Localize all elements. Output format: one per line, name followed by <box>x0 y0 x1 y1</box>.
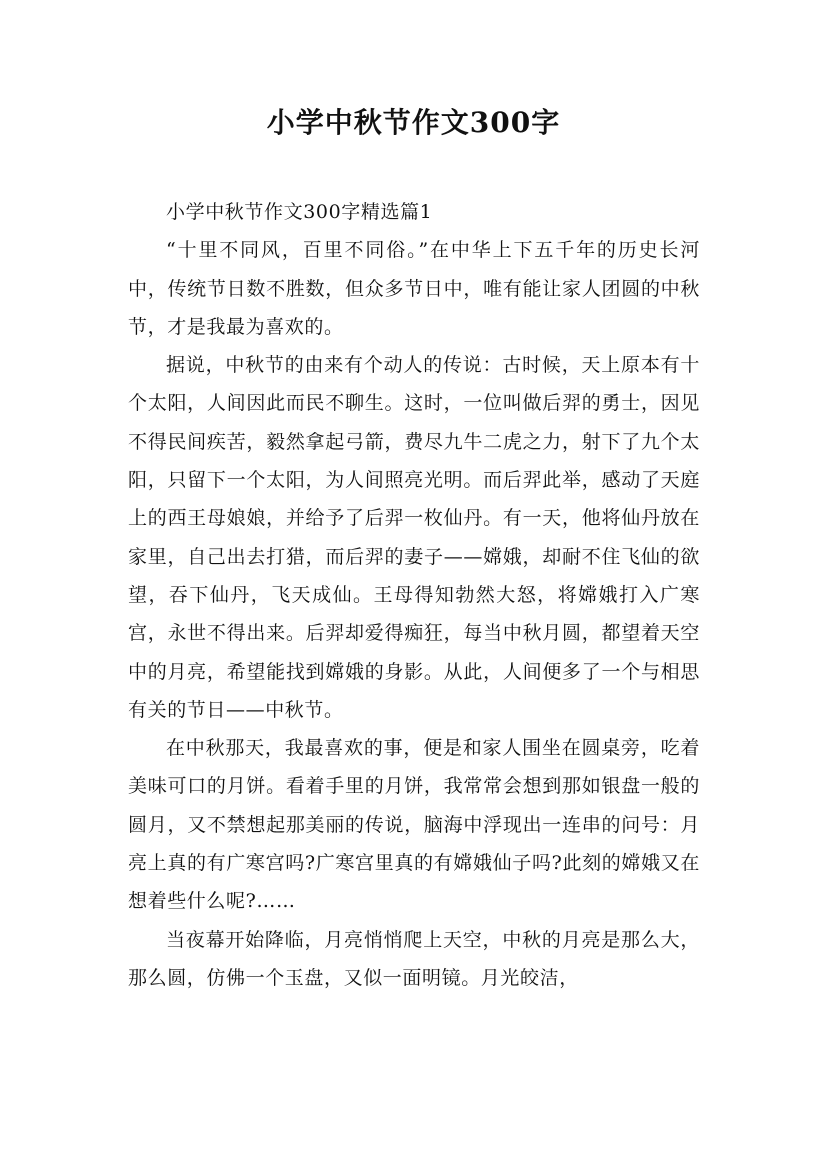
paragraph-3: 在中秋那天，我最喜欢的事，便是和家人围坐在圆桌旁，吃着美味可口的月饼。看着手里的月饼，我常常会想到那如银盘一般的圆月，又不禁想起那美丽的传说，脑海中浮现出一连串的问号：月亮上真的有广寒宫吗?广寒宫里真的有嫦娥仙子吗?此刻的嫦娥又在想着些什么呢?…… <box>128 737 700 913</box>
paragraph-2: 据说，中秋节的由来有个动人的传说：古时候，天上原本有十个太阳，人间因此而民不聊生。这时，一位叫做后羿的勇士，因见不得民间疾苦，毅然拿起弓箭，费尽九牛二虎之力，射下了九个太阳，只留下一个太阳，为人间照亮光明。而后羿此举，感动了天庭上的西王母娘娘，并给予了后羿一枚仙丹。有一天，他将仙丹放在家里，自己出去打猎，而后羿的妻子——嫦娥，却耐不住飞仙的欲望，吞下仙丹，飞天成仙。王母得知勃然大怒，将嫦娥打入广寒宫，永世不得出来。后羿却爱得痴狂，每当中秋月圆，都望着天空中的月亮，希望能找到嫦娥的身影。从此，人间便多了一个与相思有关的节日——中秋节。 <box>128 354 700 721</box>
document-body <box>128 193 700 997</box>
paragraph-1: “十里不同风，百里不同俗。”在中华上下五千年的历史长河中，传统节日数不胜数，但众多节日中，唯有能让家人团圆的中秋节，才是我最为喜欢的。 <box>128 239 700 338</box>
paragraph-4: 当夜幕开始降临，月亮悄悄爬上天空，中秋的月亮是那么大，那么圆，仿佛一个玉盘，又似一面明镜。月光皎洁， <box>128 928 700 989</box>
section-subtitle: 小学中秋节作文300字精选篇1 <box>166 201 433 223</box>
document-title: 小学中秋节作文300字 <box>266 106 561 139</box>
